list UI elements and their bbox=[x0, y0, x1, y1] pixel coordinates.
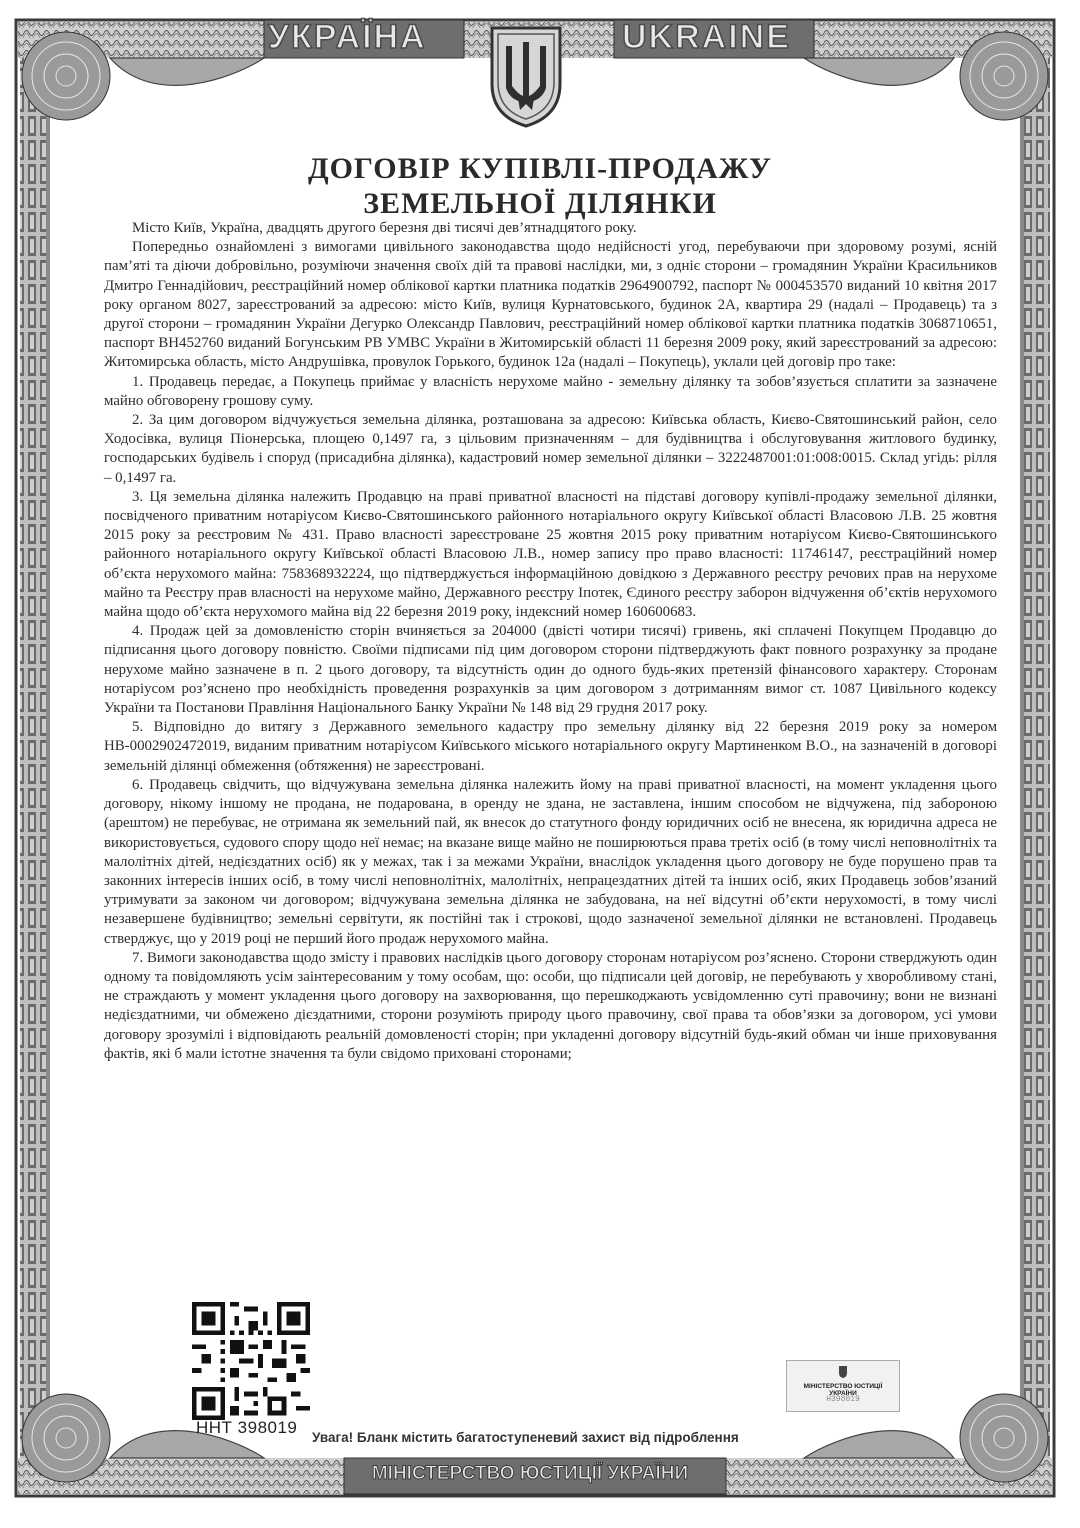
ministry-stamp-label: МІНІСТЕРСТВО ЮСТИЦІЇ УКРАЇНИ bbox=[803, 1383, 883, 1397]
document-title-line2: ЗЕМЕЛЬНОЇ ДІЛЯНКИ bbox=[363, 187, 717, 220]
ministry-stamp-code: Н398019 bbox=[826, 1395, 860, 1404]
banner-ukraina: УКРАЇНА bbox=[268, 18, 427, 56]
city-date-line: Місто Київ, Україна, двадцять другого березня дві тисячі дев’ятнадцятого року. bbox=[132, 220, 637, 236]
ministry-of-justice-banner: МІНІСТЕРСТВО ЮСТИЦІЇ УКРАЇНИ bbox=[371, 1463, 689, 1484]
document-title-line1: ДОГОВІР КУПІВЛІ-ПРОДАЖУ bbox=[307, 152, 773, 185]
contract-body bbox=[104, 219, 997, 1064]
qr-code bbox=[192, 1302, 310, 1420]
banner-ukraine: UKRAINE bbox=[622, 18, 791, 56]
preamble-paragraph: Попередньо ознайомлені з вимогами цивільного законодавства щодо недійсності угод, перебуваючи при здоровому розумі, ясній пам’яті та діючи добровільно, розуміючи значення своїх дій та правові наслідки, ми, з одніє сторони – громадянин України Красильников Дмитро Геннадійович, реєстраційний номер облікової картки платника податків 2964900792, паспорт № 000453570 виданий 10 квітня 2017 року органом 8027, зареєстрований за адресою: місто Київ, вулиця Курнатовського, будинок 2А, квартира 29 (надалі – Продавець) та з другої сторони – громадянин України Дегурко Олександр Павлович, реєстраційний номер облікової картки платника податків 3068710651, паспорт ВН452760 виданий Богунським РВ УМВС України в Житомирській області 11 березня 2009 року, який зареєстрований за адресою: Житомирська область, місто Андрушівка, провулок Горького, будинок 12а (надалі – Покупець), уклали цей договір про таке: bbox=[104, 239, 997, 371]
blank-serial-number: ННТ 398019 bbox=[196, 1418, 298, 1437]
trident-small-icon bbox=[838, 1365, 848, 1379]
trident-emblem-icon bbox=[488, 24, 564, 128]
clause-1: 1. Продавець передає, а Покупець приймає у власність нерухоме майно - земельну ділянку та зобов’язується сплатити за зазначене майно обговорену грошову суму. bbox=[104, 373, 997, 409]
clause-5: 5. Відповідно до витягу з Державного земельного кадастру про земельну ділянку від 22 березня 2019 року за номером НВ-0002902472019, виданим приватним нотаріусом Київського міського нотаріального округу Мартиненком В.О., на зазначеній в договорі земельній ділянці обмеження (обтяження) не зареєстровані. bbox=[104, 719, 997, 774]
clause-3: 3. Ця земельна ділянка належить Продавцю на праві приватної власності на підставі договору купівлі-продажу земельної ділянки, посвідченого приватним нотаріусом Києво-Святошинського районного нотаріального округу Київської області Власовою Л.В. 25 жовтня 2015 року за реєстровим № 431. Право власності зареєстроване 25 жовтня 2015 року приватним нотаріусом Києво-Святошинського районного нотаріального округу Київської області Власовою Л.В., номер запису про право власності: 11746147, реєстраційний номер об’єкта нерухомого майна: 758368932224, що підтверджується інформаційною довідкою з Державного реєстру речових прав на нерухоме майно та Реєстру прав власності на нерухоме майно, Державного реєстру Іпотек, Єдиного реєстру заборон відчуження об’єктів нерухомого майна щодо об’єкта нерухомого майна від 22 березня 2019 року, індексний номер 160600683. bbox=[104, 488, 997, 621]
clause-2: 2. За цим договором відчужується земельна ділянка, розташована за адресою: Київська область, Києво-Святошинський район, село Ходосівка, вулиця Піонерська, площею 0,1497 га, з цільовим призначенням – для будівництва і обслуговування житлового будинку, господарських будівель і споруд (присадибна ділянка), кадастровий номер земельної ділянки – 3222487001:01:008:0015. Склад угідь: рілля – 0,1497 га. bbox=[104, 412, 997, 486]
clause-6: 6. Продавець свідчить, що відчужувана земельна ділянка належить йому на праві приватної власності, на момент укладення цього договору, нікому іншому не продана, не подарована, в оренду не здана, не заставлена, іншим способом не відчужена, під забороною (арештом) не перебуває, не отримана як земельний пай, як внесок до статутного фонду юридичних осіб не внесена, як юридична адреса не використовується, судового спору щодо неї немає; на вказане вище майно не поширюються права третіх осіб (в тому числі неповнолітніх та малолітніх дітей, недієздатних осіб) як у межах, так і за межами України, внаслідок укладення цього договору не буде порушено прав та законних інтересів інших осіб, в тому числі неповнолітніх, малолітніх, непрацездатних дітей та інших осіб, яких Продавець зобов’язаний утримувати за законом чи договором; відчужувана земельна ділянка не забудована, на неї відсутні об’єкти нерухомості, в тому числі незавершене будівництво; земельні сервітути, як постійні так і строкові, щодо зазначеної земельної ділянки не встановлені. Продавець стверджує, що у 2019 році не перший його продаж нерухомого майна. bbox=[104, 776, 997, 947]
ministry-hologram-stamp bbox=[786, 1360, 900, 1412]
security-warning: Увага! Бланк містить багатоступеневий захист від підроблення bbox=[312, 1430, 739, 1445]
clause-4: 4. Продаж цей за домовленістю сторін вчиняється за 204000 (двісті чотири тисячі) гривень, які сплачені Покупцем Продавцю до підписання цього договору повністю. Своїми підписами під цим договором сторони підтверджують факт повного розрахунку за продане нерухоме майно зазначене в п. 2 цього договору, та відсутність один до одного будь-яких претензій фінансового характеру. Сторонам нотаріусом роз’яснено про необхідність проведення розрахунків за цим договором з дотриманням вимог ст. 1087 Цивільного кодексу України та Постанови Правління Національного Банку України № 148 від 29 грудня 2017 року. bbox=[104, 623, 997, 717]
clause-7: 7. Вимоги законодавства щодо змісту і правових наслідків цього договору сторонам нотаріусом роз’яснено. Сторони стверджують один одному та повідомляють усім заінтересованим у тому особам, що: особи, що підписали цей договір, не перебувають у хворобливому стані, не страждають у момент укладення цього договору на захворювання, що перешкоджають усвідомленню суті правочину; вони не визнані недієздатними, чи обмежено дієздатними, сторони розуміють природу цього правочину, свої права та обов’язки за договором, усі умови договору зрозумілі і відповідають реальній домовленості сторін; при укладенні договору відсутній будь-який обман чи інше приховування фактів, які б мали істотне значення та були свідомо приховані сторонами; bbox=[104, 949, 997, 1062]
